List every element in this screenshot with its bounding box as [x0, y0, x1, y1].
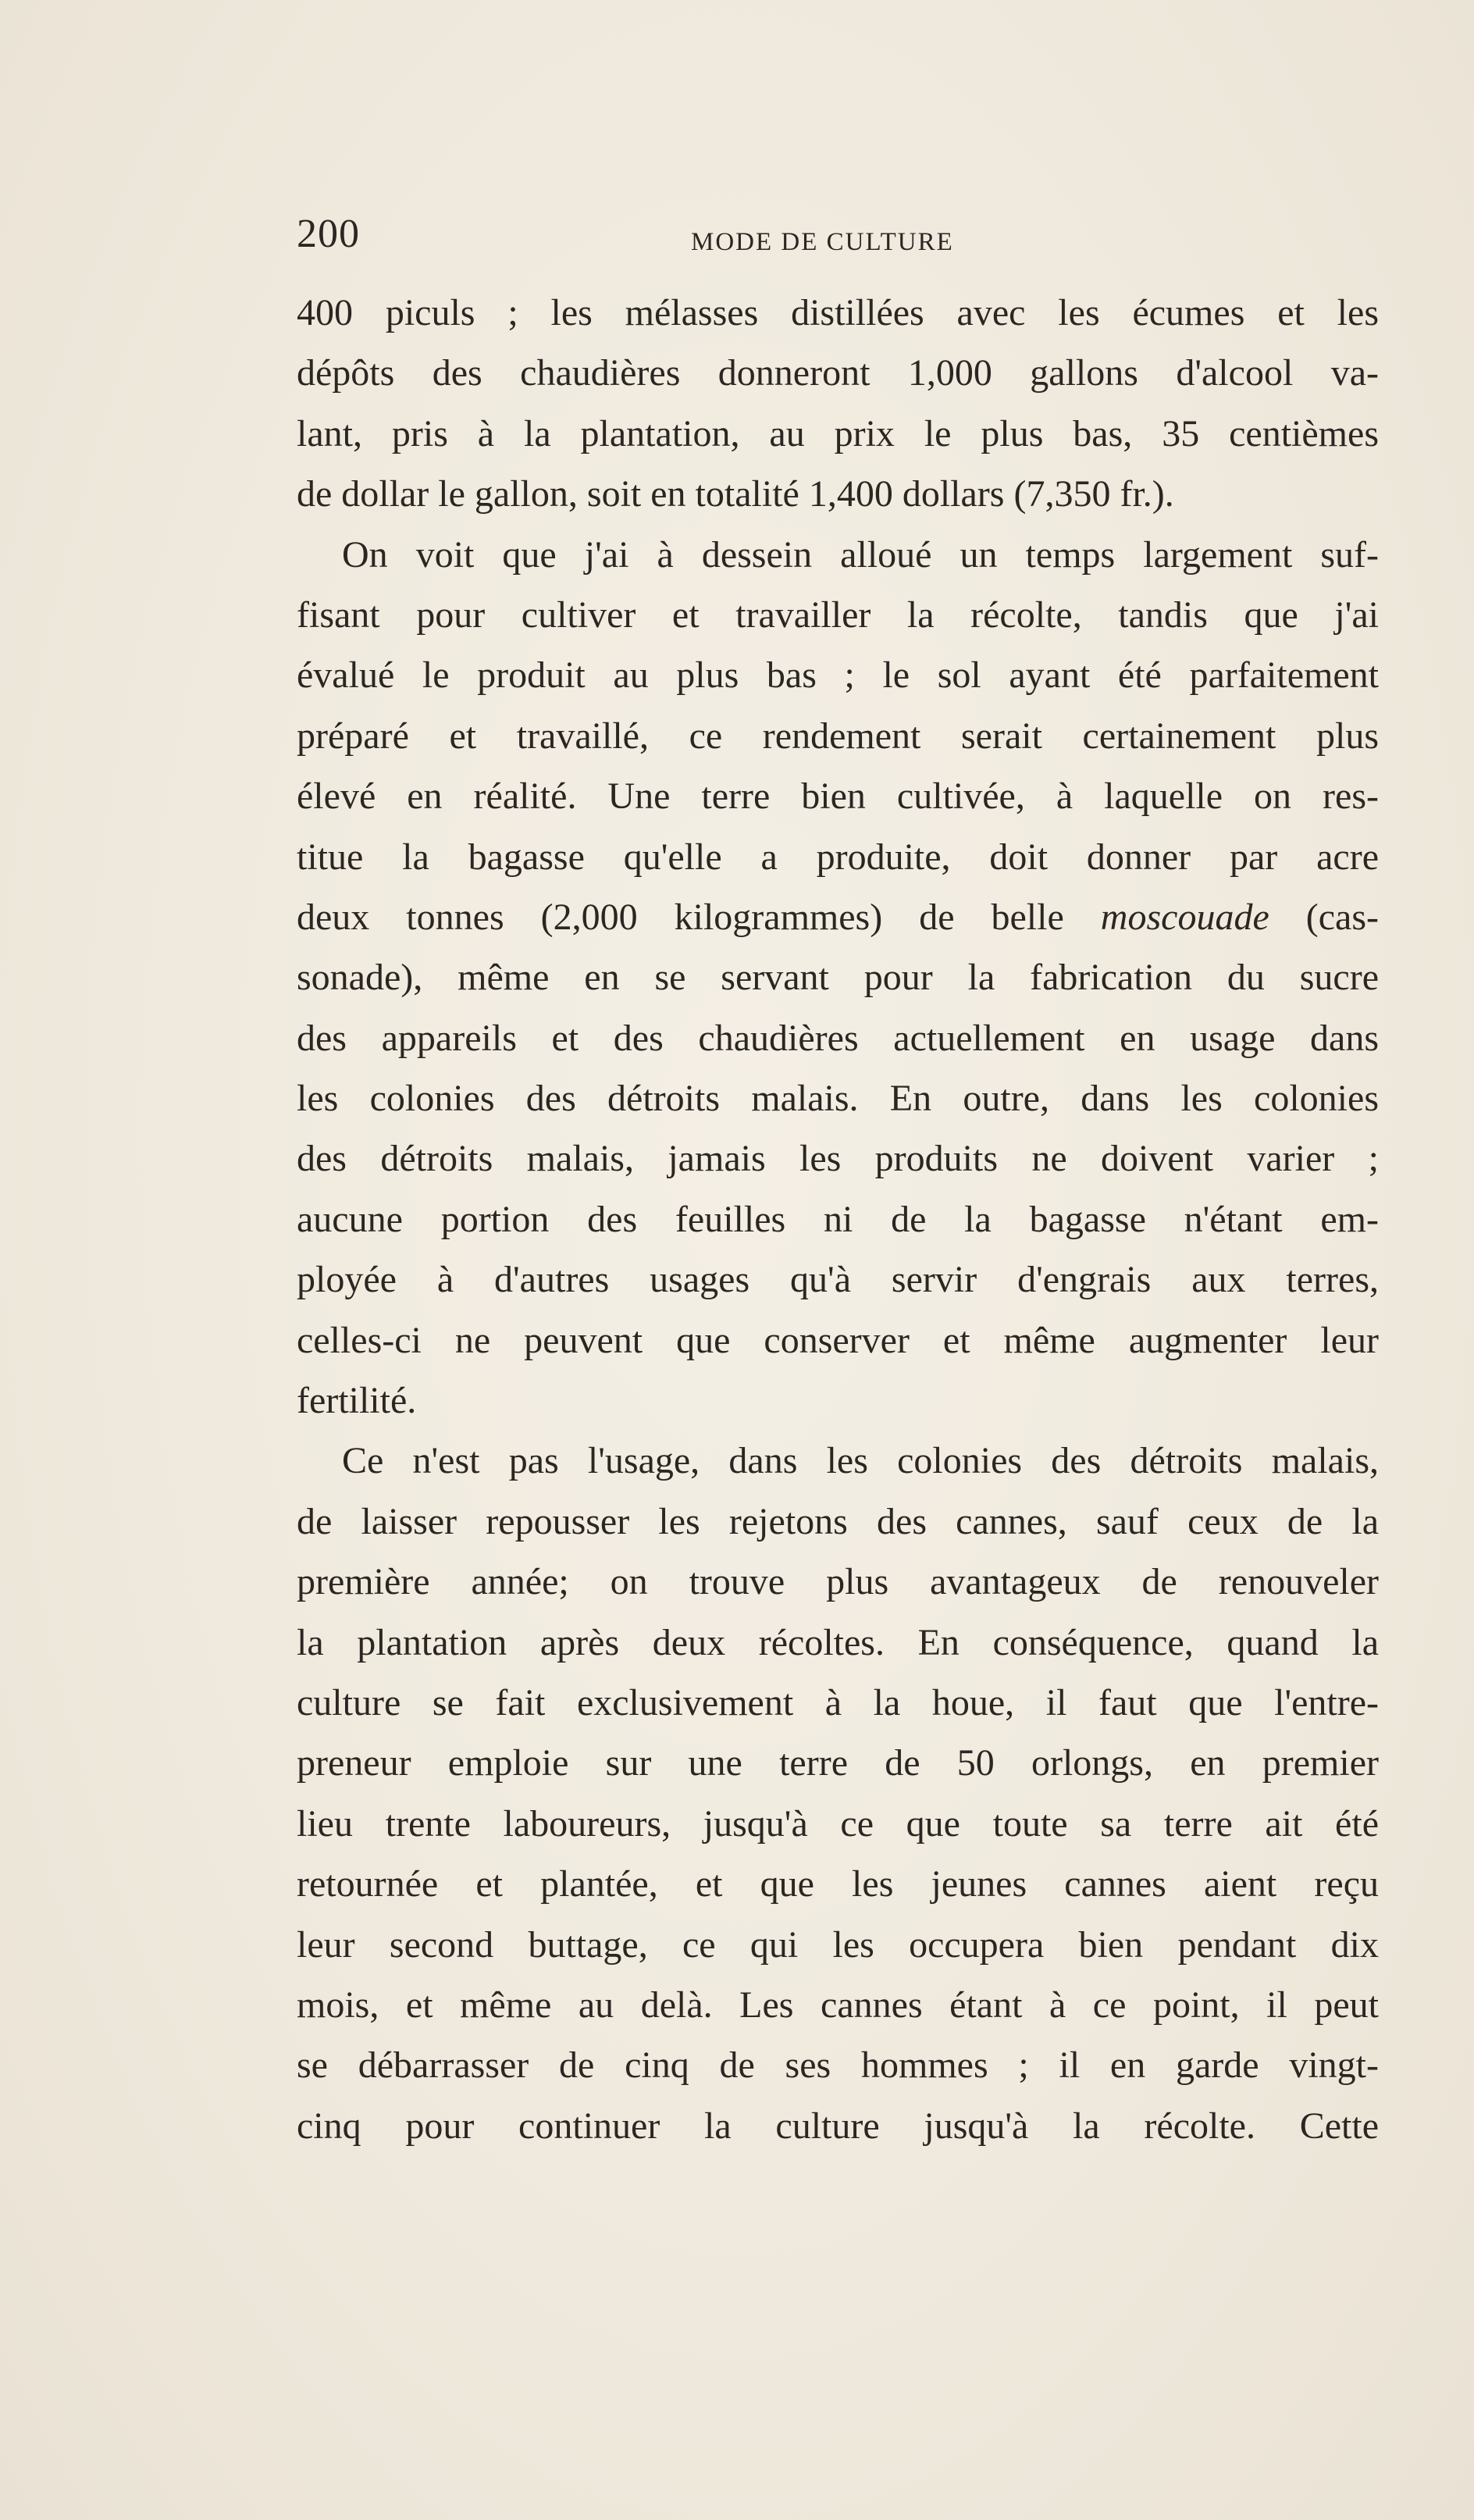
text-line-content: On voit que j'ai à dessein alloué un temps largement suf-: [342, 533, 1379, 576]
text-line-content: preneur emploie sur une terre de 50 orlongs, en premier: [297, 1742, 1379, 1784]
text-line: [297, 947, 1379, 1007]
text-line: [297, 887, 1379, 947]
text-line: [297, 1068, 1379, 1128]
text-line-content: se débarrasser de cinq de ses hommes ; il en garde vingt-: [297, 2044, 1379, 2087]
text-line-content: mois, et même au delà. Les cannes étant à ce point, il peut: [297, 1984, 1379, 2026]
text-line-content: celles-ci ne peuvent que conserver et même augmenter leur: [297, 1319, 1379, 1361]
text-line: [297, 283, 1379, 343]
text-line: [297, 1733, 1379, 1793]
text-line: [297, 585, 1379, 645]
running-title: MODE DE CULTURE: [691, 228, 954, 256]
text-line: [297, 1008, 1379, 1068]
text-line-content: première année; on trouve plus avantageux de renouveler: [297, 1561, 1379, 1603]
text-line: [297, 343, 1379, 403]
text-line: [297, 1854, 1379, 1914]
text-line-content: ployée à d'autres usages qu'à servir d'engrais aux terres,: [297, 1259, 1379, 1301]
text-line-content: lant, pris à la plantation, au prix le plus bas, 35 centièmes: [297, 412, 1379, 454]
text-line-continuation: (cas-: [1269, 896, 1379, 938]
text-line-content: retournée et plantée, et que les jeunes cannes aient reçu: [297, 1863, 1379, 1905]
text-line-content: lieu trente laboureurs, jusqu'à ce que toute sa terre ait été: [297, 1802, 1379, 1845]
text-line: [297, 525, 1379, 585]
text-line-content: élevé en réalité. Une terre bien cultivée, à laquelle on res-: [297, 775, 1379, 818]
text-line-content: de laisser repousser les rejetons des cannes, sauf ceux de la: [297, 1500, 1379, 1542]
text-line-content: préparé et travaillé, ce rendement serait certainement plus: [297, 715, 1379, 757]
page-header: [297, 211, 1374, 266]
text-line: [297, 1310, 1379, 1370]
text-line: [297, 1370, 1379, 1431]
text-line: [297, 1249, 1379, 1310]
body-text: [297, 283, 1379, 2156]
italic-term: moscouade: [1100, 896, 1269, 938]
text-line: [297, 1431, 1379, 1491]
text-line-content: deux tonnes (2,000 kilogrammes) de belle: [297, 896, 1064, 938]
text-line: [297, 2096, 1379, 2156]
text-line: [297, 766, 1379, 826]
text-line-content: sonade), même en se servant pour la fabrication du sucre: [297, 957, 1379, 999]
text-line: [297, 1552, 1379, 1612]
text-line-content: la plantation après deux récoltes. En conséquence, quand la: [297, 1621, 1379, 1663]
text-line-content: Ce n'est pas l'usage, dans les colonies des détroits malais,: [342, 1440, 1379, 1482]
text-line-content: évalué le produit au plus bas ; le sol ayant été parfaitement: [297, 654, 1379, 697]
text-line: [297, 1613, 1379, 1673]
page-number: 200: [297, 212, 360, 256]
text-line: [297, 464, 1379, 524]
text-line: [297, 1794, 1379, 1854]
text-line-content: aucune portion des feuilles ni de la bagasse n'étant em-: [297, 1198, 1379, 1240]
text-line: [297, 1975, 1379, 2035]
text-line-content: leur second buttage, ce qui les occupera bien pendant dix: [297, 1923, 1379, 1966]
text-line: [297, 2035, 1379, 2095]
text-line-content: fisant pour cultiver et travailler la récolte, tandis que j'ai: [297, 593, 1379, 636]
text-line: [297, 1915, 1379, 1975]
text-line: [297, 1673, 1379, 1733]
text-line: [297, 1128, 1379, 1189]
text-line-content: titue la bagasse qu'elle a produite, doit donner par acre: [297, 836, 1379, 878]
text-line: [297, 1492, 1379, 1552]
text-line-content: de dollar le gallon, soit en totalité 1,400 dollars (7,350 fr.).: [297, 473, 1174, 515]
text-line-content: fertilité.: [297, 1380, 417, 1422]
text-line-content: dépôts des chaudières donneront 1,000 gallons d'alcool va-: [297, 352, 1379, 394]
text-line-content: des appareils et des chaudières actuellement en usage dans: [297, 1017, 1379, 1059]
text-line-content: les colonies des détroits malais. En outre, dans les colonies: [297, 1078, 1379, 1120]
text-line: [297, 706, 1379, 766]
text-line-content: cinq pour continuer la culture jusqu'à la récolte. Cette: [297, 2105, 1379, 2147]
text-line: [297, 404, 1379, 464]
text-line-content: 400 piculs ; les mélasses distillées avec les écumes et les: [297, 292, 1379, 333]
text-line: [297, 1189, 1379, 1249]
text-line: [297, 827, 1379, 887]
text-line-content: des détroits malais, jamais les produits ne doivent varier ;: [297, 1138, 1379, 1180]
text-line-content: culture se fait exclusivement à la houe, il faut que l'entre-: [297, 1681, 1379, 1723]
text-line: [297, 645, 1379, 705]
